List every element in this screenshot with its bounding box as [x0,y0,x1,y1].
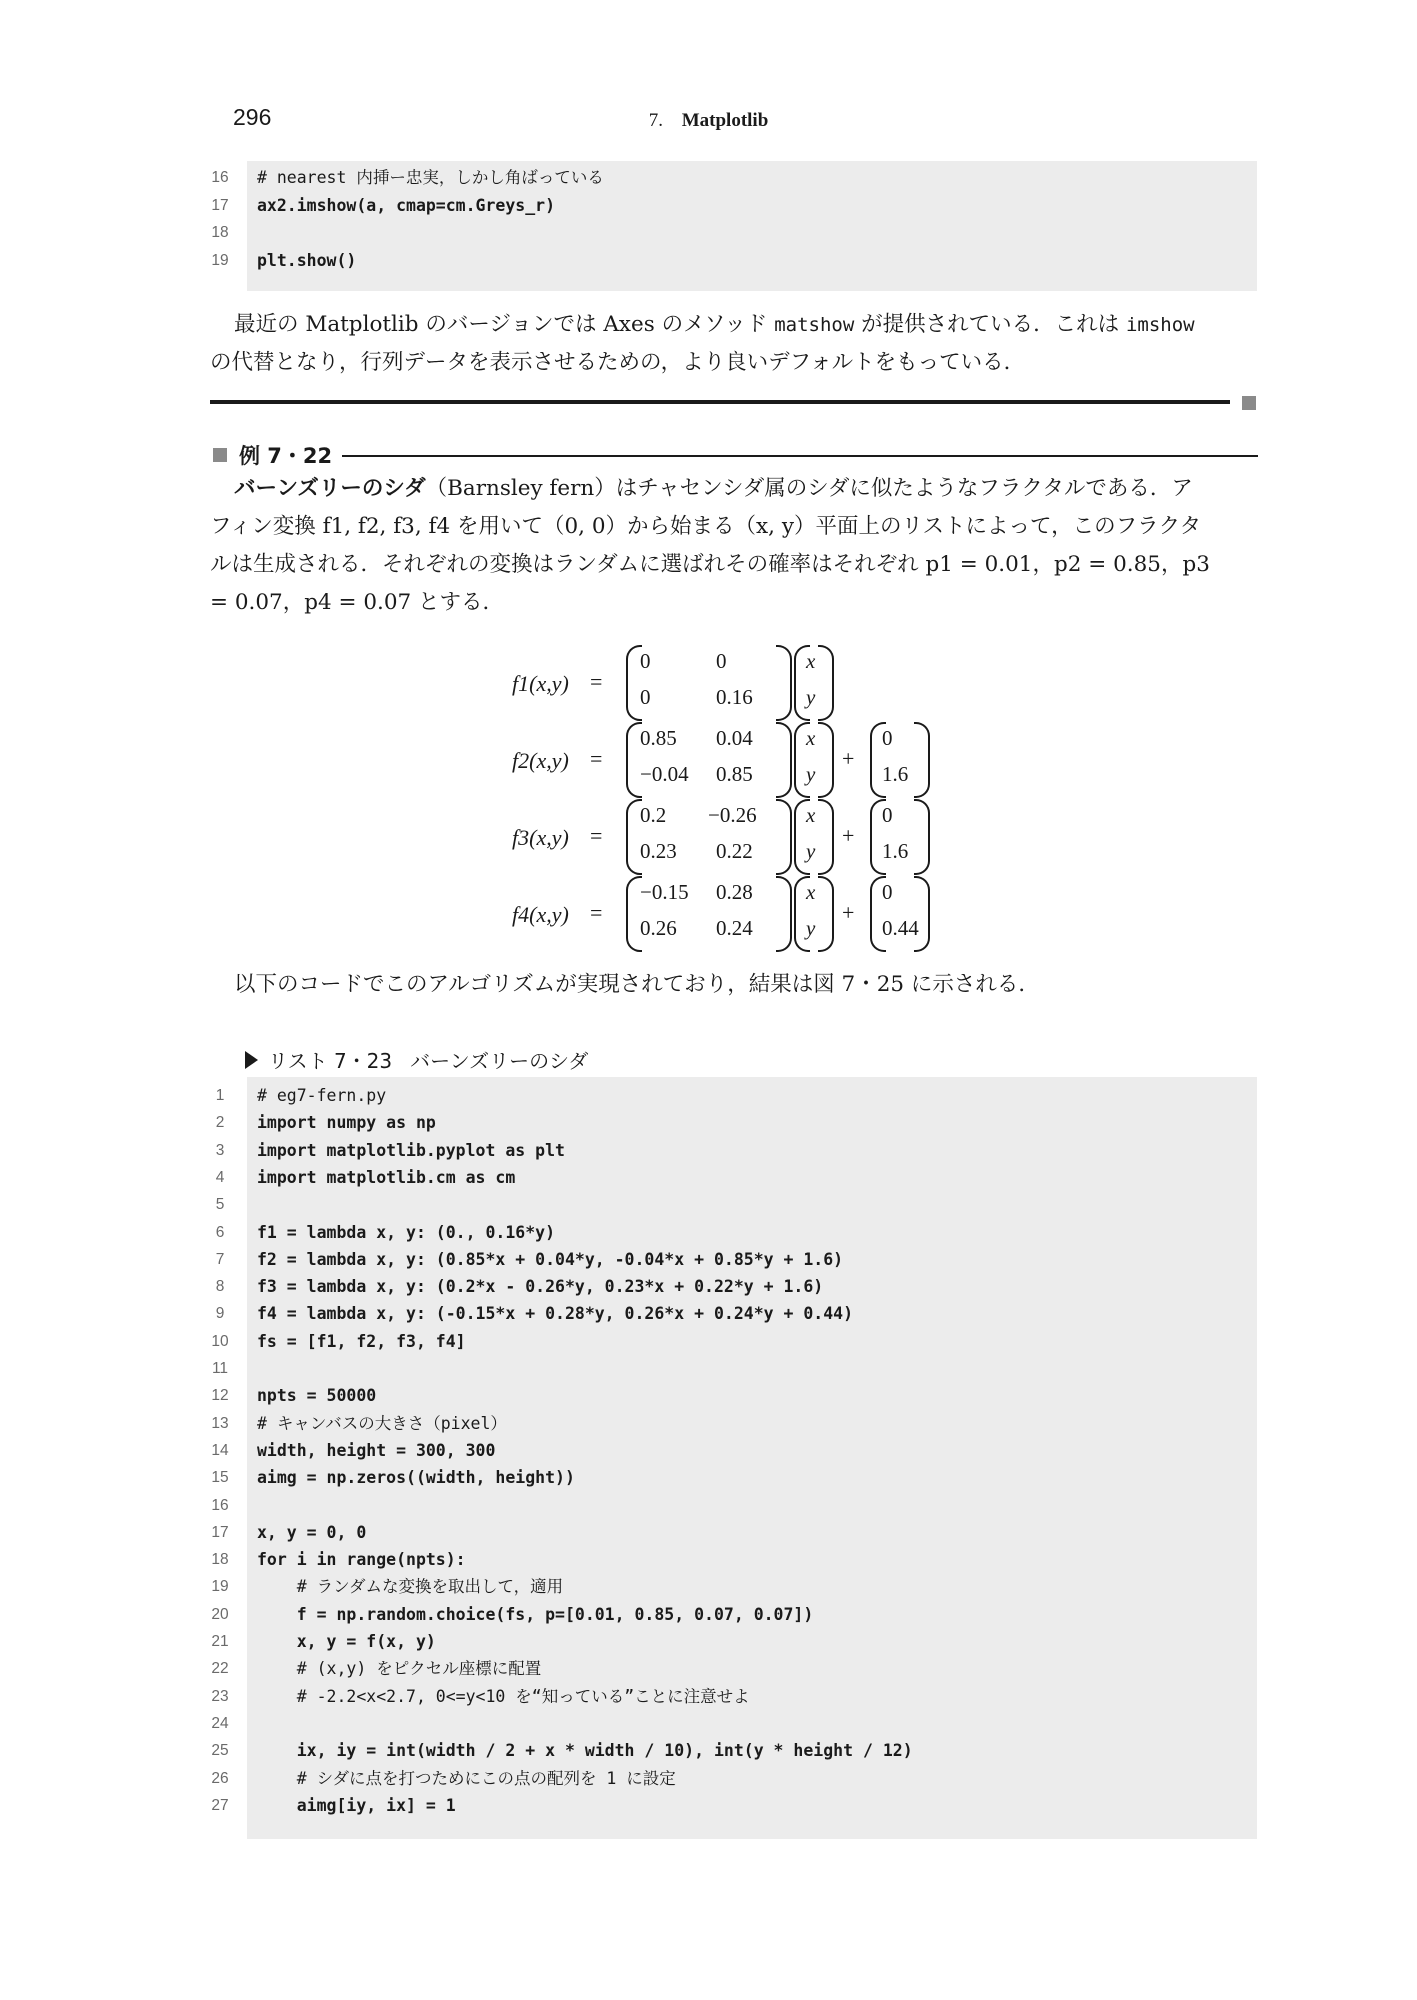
matrix-right-paren [776,799,792,875]
text: 以下のコードでこのアルゴリズムが実現されており，結果は図 7・25 に示される． [234,972,1040,997]
equation-row [512,645,972,721]
matrix-right-paren [776,645,792,721]
listing-label: リスト 7・23 [268,1049,393,1073]
line-number: 3 [215,1141,225,1159]
line-number: 7 [215,1250,225,1268]
equation-lhs: f4(x,y) [512,902,569,927]
vector-entry: y [806,762,816,786]
code-comment: # nearest 内挿ー忠実，しかし角ばっている [257,168,604,187]
listing-caption [245,1045,588,1074]
code-statement: f3 = lambda x, y: (0.2*x - 0.26*y, 0.23*x + 0.22*y + 1.6) [257,1277,824,1297]
matrix-right-paren [776,876,792,952]
matrix-entry: −0.04 [640,762,689,786]
paragraph-result [210,966,1267,1004]
matshow-code: matshow [774,314,855,336]
vector-entry: x [806,803,816,827]
code-comment: # キャンバスの大きさ（pixel） [257,1413,507,1433]
equals-sign: = [590,746,603,771]
line-number: 24 [211,1714,229,1732]
line-number: 2 [215,1114,225,1132]
example-paragraph [210,470,1267,622]
offset-entry: 1.6 [882,839,909,863]
code-statement: x, y = 0, 0 [257,1522,367,1542]
code-comment: # (x,y) をピクセル座標に配置 [257,1659,542,1679]
line-number: 18 [211,1551,229,1569]
equation-lhs: f1(x,y) [512,671,569,696]
line-number: 22 [211,1660,229,1678]
matrix-entry: 0 [716,649,727,673]
matrix-entry: 0.2 [640,803,667,827]
line-number: 27 [211,1796,229,1814]
text: （Barnsley fern）はチャセンシダ属のシダに似たようなフラクタルである．ア [425,476,1193,501]
line-number: 6 [215,1223,225,1241]
text: の代替となり，行列データを表示させるための，より良いデフォルトをもっている． [210,350,1026,375]
line-number: 16 [211,1496,229,1514]
code-statement: import numpy as np [257,1113,436,1133]
matrix-entry: −0.26 [708,803,757,827]
triangle-bullet-icon [245,1051,258,1069]
code-statement: import matplotlib.pyplot as plt [257,1140,565,1160]
code-comment: # -2.2<x<2.7, 0<=y<10 を“知っている”ことに注意せよ [257,1686,750,1706]
running-head [0,110,1417,132]
text: ルは生成される．それぞれの変換はランダムに選ばれその確率はそれぞれ p1 = 0.01，p2 = 0.85，p3 [210,552,1210,577]
line-number: 10 [211,1332,229,1350]
equals-sign: = [590,823,603,848]
code-comment: # eg7-fern.py [257,1086,387,1105]
matrix-entry: 0.23 [640,839,677,863]
equation-lhs: f3(x,y) [512,825,569,850]
offset-entry: 0.44 [882,916,919,940]
paragraph-matshow [210,306,1267,382]
code-statement: fs = [f1, f2, f3, f4] [257,1331,466,1351]
code-statement: ax2.imshow(a, cmap=cm.Greys_r) [257,195,556,215]
offset-entry: 0 [882,803,893,827]
chapter-number: 7. [648,110,663,131]
offset-right-paren [914,799,930,875]
example-heading-rule [342,455,1258,457]
page-number: 296 [233,104,272,130]
line-number: 17 [211,196,229,214]
section-end-square [1242,396,1256,410]
line-number: 15 [211,1469,229,1487]
code-listing [211,1077,1257,1839]
text: 最近の Matplotlib のバージョンでは [234,312,604,337]
equation-row [512,722,972,798]
vector-entry: x [806,726,816,750]
line-number: 8 [215,1278,225,1296]
line-number: 16 [211,169,229,186]
line-number: 23 [211,1687,229,1705]
line-number: 1 [215,1087,225,1104]
offset-entry: 0 [882,880,893,904]
matrix-entry: 0.16 [716,685,753,709]
code-block-continued [211,161,1257,291]
vector-right-paren [818,645,834,721]
line-number: 4 [215,1168,225,1186]
text: = 0.07，p4 = 0.07 とする． [210,590,505,615]
vector-entry: y [806,685,816,709]
vector-entry: y [806,916,816,940]
vector-right-paren [818,799,834,875]
matrix-entry: −0.15 [640,880,689,904]
matrix-entry: 0.26 [640,916,677,940]
line-number: 13 [211,1414,229,1432]
code-statement: npts = 50000 [257,1386,377,1406]
equals-sign: = [590,669,603,694]
vector-right-paren [818,876,834,952]
plus-sign: + [842,823,855,848]
matrix-entry: 0.04 [716,726,753,750]
text: が提供されている．これは [854,312,1126,337]
code-comment: # シダに点を打つためにこの点の配列を 1 に設定 [257,1768,676,1788]
matrix-right-paren [776,722,792,798]
square-bullet-icon [213,448,227,462]
code-comment: # ランダムな変換を取出して，適用 [257,1577,564,1597]
code-statement: ix, iy = int(width / 2 + x * width / 10), int(y * height / 12) [257,1741,913,1761]
line-number: 9 [215,1305,225,1323]
code-statement: f2 = lambda x, y: (0.85*x + 0.04*y, -0.04*x + 0.85*y + 1.6) [257,1249,844,1269]
code-statement: f1 = lambda x, y: (0., 0.16*y) [257,1222,556,1242]
line-number: 21 [211,1633,229,1650]
offset-entry: 1.6 [882,762,909,786]
matrix-entry: 0.22 [716,839,753,863]
axes-term: Axes [603,312,655,337]
offset-right-paren [914,722,930,798]
line-number: 18 [211,224,229,241]
code-statement: import matplotlib.cm as cm [257,1167,516,1187]
equals-sign: = [590,900,603,925]
line-number: 14 [211,1441,229,1459]
equation-row [512,799,972,875]
example-heading [213,442,332,468]
text: のメソッド [654,312,775,337]
line-number: 11 [211,1360,229,1377]
line-number: 26 [211,1769,229,1787]
plus-sign: + [842,900,855,925]
line-number: 5 [215,1196,225,1214]
matrix-entry: 0 [640,685,651,709]
matrix-entry: 0.85 [640,726,677,750]
code-statement: plt.show() [257,250,357,270]
equation-lhs: f2(x,y) [512,748,569,773]
vector-entry: x [806,649,816,673]
line-number: 25 [211,1742,229,1760]
matrix-entry: 0.28 [716,880,753,904]
section-end-rule [210,400,1230,404]
matrix-entry: 0.85 [716,762,753,786]
imshow-code: imshow [1125,314,1195,336]
equation-row [512,876,972,952]
matrix-entry: 0 [640,649,651,673]
line-number: 12 [211,1387,229,1405]
line-number: 17 [211,1523,229,1541]
chapter-title: Matplotlib [681,110,769,131]
offset-entry: 0 [882,726,893,750]
plus-sign: + [842,746,855,771]
vector-right-paren [818,722,834,798]
line-number: 20 [211,1605,229,1623]
code-statement: aimg[iy, ix] = 1 [257,1795,456,1815]
vector-entry: x [806,880,816,904]
code-statement: f4 = lambda x, y: (-0.15*x + 0.28*y, 0.26*x + 0.24*y + 0.44) [257,1304,854,1324]
code-statement: aimg = np.zeros((width, height)) [257,1468,575,1488]
line-number: 19 [211,1578,229,1596]
listing-title: バーンズリーのシダ [410,1049,589,1073]
code-statement: width, height = 300, 300 [257,1440,496,1460]
example-term: バーンズリーのシダ [234,476,426,501]
code-statement: f = np.random.choice(fs, p=[0.01, 0.85, 0.07, 0.07]) [257,1604,814,1624]
matrix-entry: 0.24 [716,916,753,940]
code-statement: for i in range(npts): [257,1550,466,1570]
text: フィン変換 f1, f2, f3, f4 を用いて（0, 0）から始まる（x, y）平面上のリストによって，このフラクタ [210,514,1202,539]
line-number: 19 [211,251,229,269]
code-statement: x, y = f(x, y) [257,1632,436,1651]
example-label: 例 7・22 [239,444,333,468]
vector-entry: y [806,839,816,863]
